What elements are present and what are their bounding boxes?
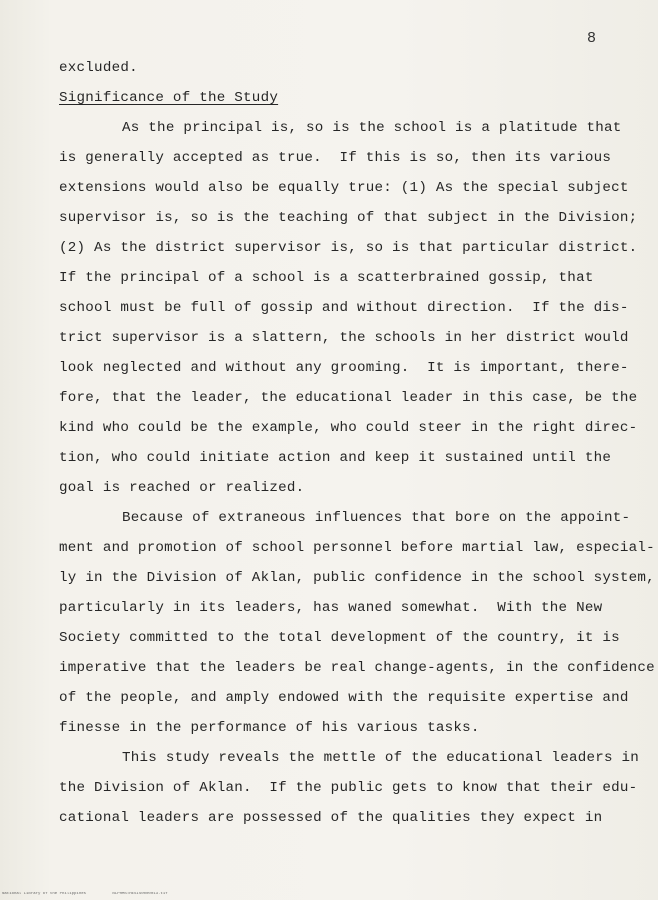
text-line: fore, that the leader, the educational leader in this case, be the xyxy=(59,390,638,406)
text-line: kind who could be the example, who could steer in the right direc- xyxy=(59,420,638,436)
text-line: imperative that the leaders be real change-agents, in the confidence xyxy=(59,660,655,676)
text-line: tion, who could initiate action and keep it sustained until the xyxy=(59,450,612,466)
text-line: If the principal of a school is a scatterbrained gossip, that xyxy=(59,270,594,286)
text-line: of the people, and amply endowed with the requisite expertise and xyxy=(59,690,629,706)
text-line: the Division of Aklan. If the public gets to know that their edu- xyxy=(59,780,638,796)
text-line: Because of extraneous influences that bore on the appoint- xyxy=(122,510,631,526)
text-line: finesse in the performance of his various tasks. xyxy=(59,720,480,736)
text-line: excluded. xyxy=(59,60,138,76)
text-line: particularly in its leaders, has waned somewhat. With the New xyxy=(59,600,603,616)
text-line: trict supervisor is a slattern, the schools in her district would xyxy=(59,330,629,346)
text-line: cational leaders are possessed of the qualities they expect in xyxy=(59,810,603,826)
text-line: Society committed to the total development of the country, it is xyxy=(59,630,620,646)
footer-library: National Library of the Philippines xyxy=(2,892,87,896)
text-line: is generally accepted as true. If this is so, then its various xyxy=(59,150,612,166)
text-line: This study reveals the mettle of the educational leaders in xyxy=(122,750,640,766)
text-line: goal is reached or realized. xyxy=(59,480,305,496)
text-line: supervisor is, so is the teaching of that subject in the Division; xyxy=(59,210,638,226)
section-heading: Significance of the Study xyxy=(59,90,279,106)
text-line: extensions would also be equally true: (1) As the special subject xyxy=(59,180,629,196)
text-line: (2) As the district supervisor is, so is that particular district. xyxy=(59,240,638,256)
text-line: school must be full of gossip and without direction. If the dis- xyxy=(59,300,629,316)
text-line: As the principal is, so is the school is a platitude that xyxy=(122,120,622,136)
text-line: look neglected and without any grooming. It is important, there- xyxy=(59,360,629,376)
footer-filename: NLPHMSTHESIS0000013.tif xyxy=(112,892,168,896)
text-line: ment and promotion of school personnel before martial law, especial- xyxy=(59,540,655,556)
text-line: ly in the Division of Aklan, public confidence in the school system, xyxy=(59,570,655,586)
scan-footer xyxy=(0,892,658,900)
page-number: 8 xyxy=(587,30,597,47)
